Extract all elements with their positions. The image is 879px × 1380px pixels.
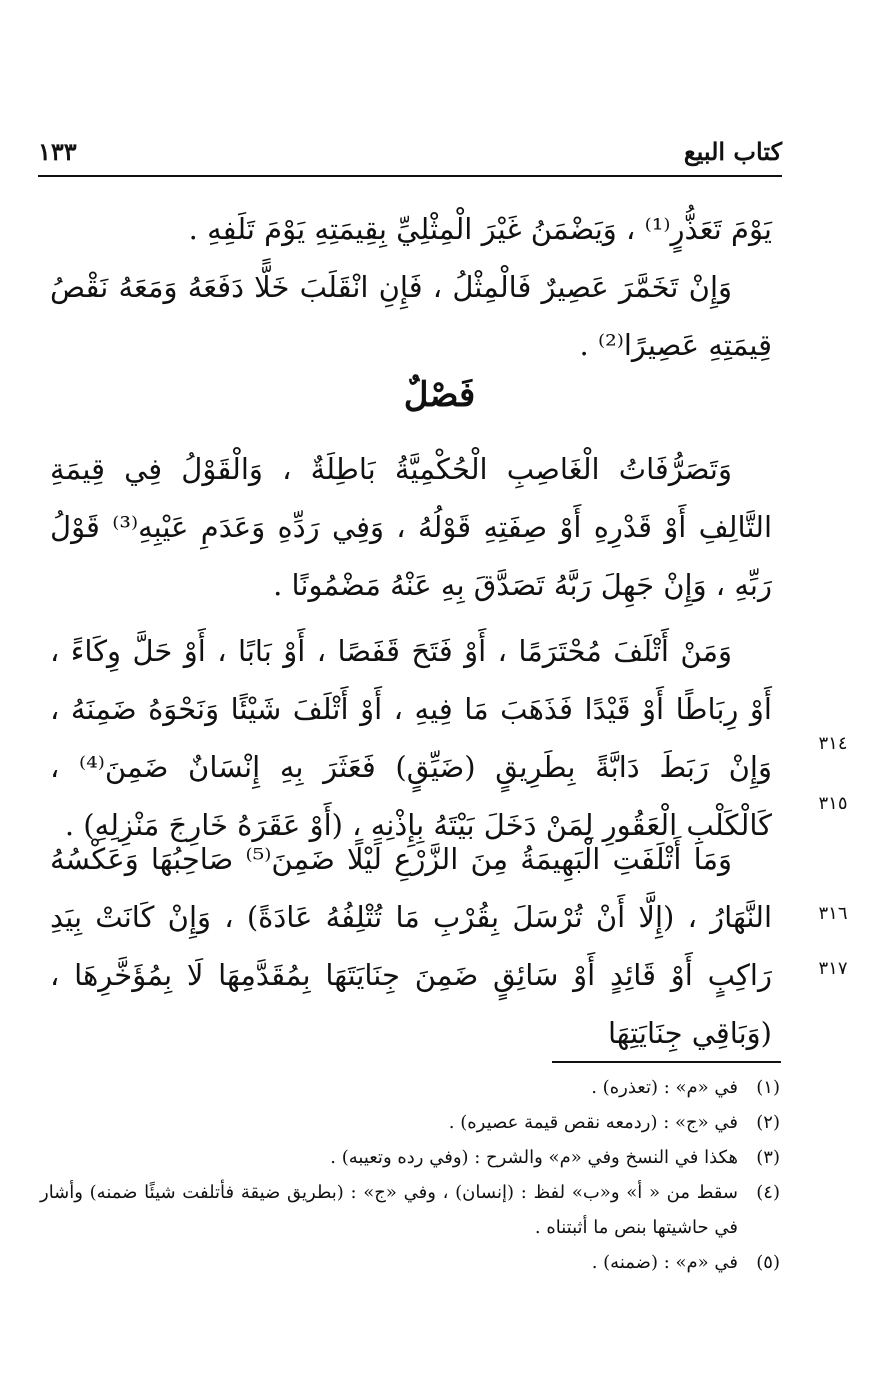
page-number: ١٣٣ bbox=[38, 136, 77, 166]
footnote-text: سقط من « أ» و«ب» لفظ : (إنسان) ، وفي «ج» : (بطريق ضيقة فأتلفت شيئًا ضمنه) وأشار في حاشيتها بنص ما أثبتناه . bbox=[40, 1182, 738, 1238]
footnote bbox=[40, 1245, 780, 1280]
footnote-mark: (٤) bbox=[756, 1182, 780, 1203]
section-heading: فَصْلٌ bbox=[403, 375, 476, 415]
paragraph-2: وَإِنْ تَخَمَّرَ عَصِيرٌ فَالْمِثْلُ ، فَإِنِ انْقَلَبَ خَلًّا دَفَعَهُ وَمَعَهُ نَقْصُ قِيمَتِهِ عَصِيرًا⁽²⁾ . bbox=[50, 270, 772, 362]
line-number: ٣١٤ bbox=[818, 733, 848, 754]
footnote-mark: (٢) bbox=[756, 1112, 780, 1133]
footnote-text: هكذا في النسخ وفي «م» والشرح : (وفي رده وتعيبه) . bbox=[330, 1147, 738, 1168]
section-paragraph-3: وَمَا أَتْلَفَتِ الْبَهِيمَةُ مِنَ الزَّرْعِ لَيْلًا ضَمِنَ⁽⁵⁾ صَاحِبُهَا وَعَكْسُهُ النَّهَارُ ، (إِلَّا أَنْ تُرْسَلَ بِقُرْبِ مَا تُتْلِفُهُ عَادَةً) ، وَإِنْ كَانَتْ بِيَدِ رَاكِبٍ أَوْ قَائِدٍ أَوْ سَائِقٍ ضَمِنَ جِنَايَتَهَا بِمُقَدَّمِهَا لَا بِمُؤَخَّرِهَا ، (وَبَاقِي جِنَايَتِهَا bbox=[50, 842, 772, 1050]
line-number: ٣١٧ bbox=[818, 958, 848, 979]
footnote-text: في «م» : (ضمنه) . bbox=[591, 1252, 738, 1273]
footnote-mark: (٣) bbox=[756, 1147, 780, 1168]
footnote-text: في «م» : (تعذره) . bbox=[591, 1077, 738, 1098]
footnote bbox=[40, 1140, 780, 1175]
header-rule bbox=[38, 175, 782, 177]
footnote-text: في «ج» : (ردمعه نقص قيمة عصيره) . bbox=[448, 1112, 738, 1133]
running-title: كتاب البيع bbox=[683, 136, 782, 166]
paragraph-1: يَوْمَ تَعَذُّرٍ⁽¹⁾ ، وَيَضْمَنُ غَيْرَ الْمِثْلِيِّ بِقِيمَتِهِ يَوْمَ تَلَفِهِ . bbox=[188, 212, 772, 246]
footnotes bbox=[40, 1070, 780, 1280]
footnote-mark: (٥) bbox=[756, 1252, 780, 1273]
footnote-mark: (١) bbox=[756, 1077, 780, 1098]
line-number: ٣١٦ bbox=[818, 903, 848, 924]
page-header bbox=[38, 128, 782, 174]
line-number: ٣١٥ bbox=[818, 793, 848, 814]
section-paragraph-1: وَتَصَرُّفَاتُ الْغَاصِبِ الْحُكْمِيَّةُ بَاطِلَةٌ ، وَالْقَوْلُ فِي قِيمَةِ التَّالِفِ أَوْ قَدْرِهِ أَوْ صِفَتِهِ قَوْلُهُ ، وَفِي رَدِّهِ وَعَدَمِ عَيْبِهِ⁽³⁾ قَوْلُ رَبِّهِ ، وَإِنْ جَهِلَ رَبَّهُ تَصَدَّقَ بِهِ عَنْهُ مَضْمُونًا . bbox=[50, 452, 772, 602]
section-paragraph-2: وَمَنْ أَتْلَفَ مُحْتَرَمًا ، أَوْ فَتَحَ قَفَصًا ، أَوْ بَابًا ، أَوْ حَلَّ وِكَاءً ، أَوْ رِبَاطًا أَوْ قَيْدًا فَذَهَبَ مَا فِيهِ ، أَوْ أَتْلَفَ شَيْئًا وَنَحْوَهُ ضَمِنَهُ ، وَإِنْ رَبَطَ دَابَّةً بِطَرِيقٍ (ضَيِّقٍ) فَعَثَرَ بِهِ إِنْسَانٌ ضَمِنَ⁽⁴⁾ ، كَالْكَلْبِ الْعَقُورِ لِمَنْ دَخَلَ بَيْتَهُ بِإِذْنِهِ ، (أَوْ عَقَرَهُ خَارِجَ مَنْزِلِهِ) . bbox=[50, 634, 772, 842]
footnote bbox=[40, 1105, 780, 1140]
footnote-separator bbox=[552, 1061, 781, 1063]
footnote bbox=[40, 1070, 780, 1105]
footnote bbox=[40, 1175, 780, 1245]
